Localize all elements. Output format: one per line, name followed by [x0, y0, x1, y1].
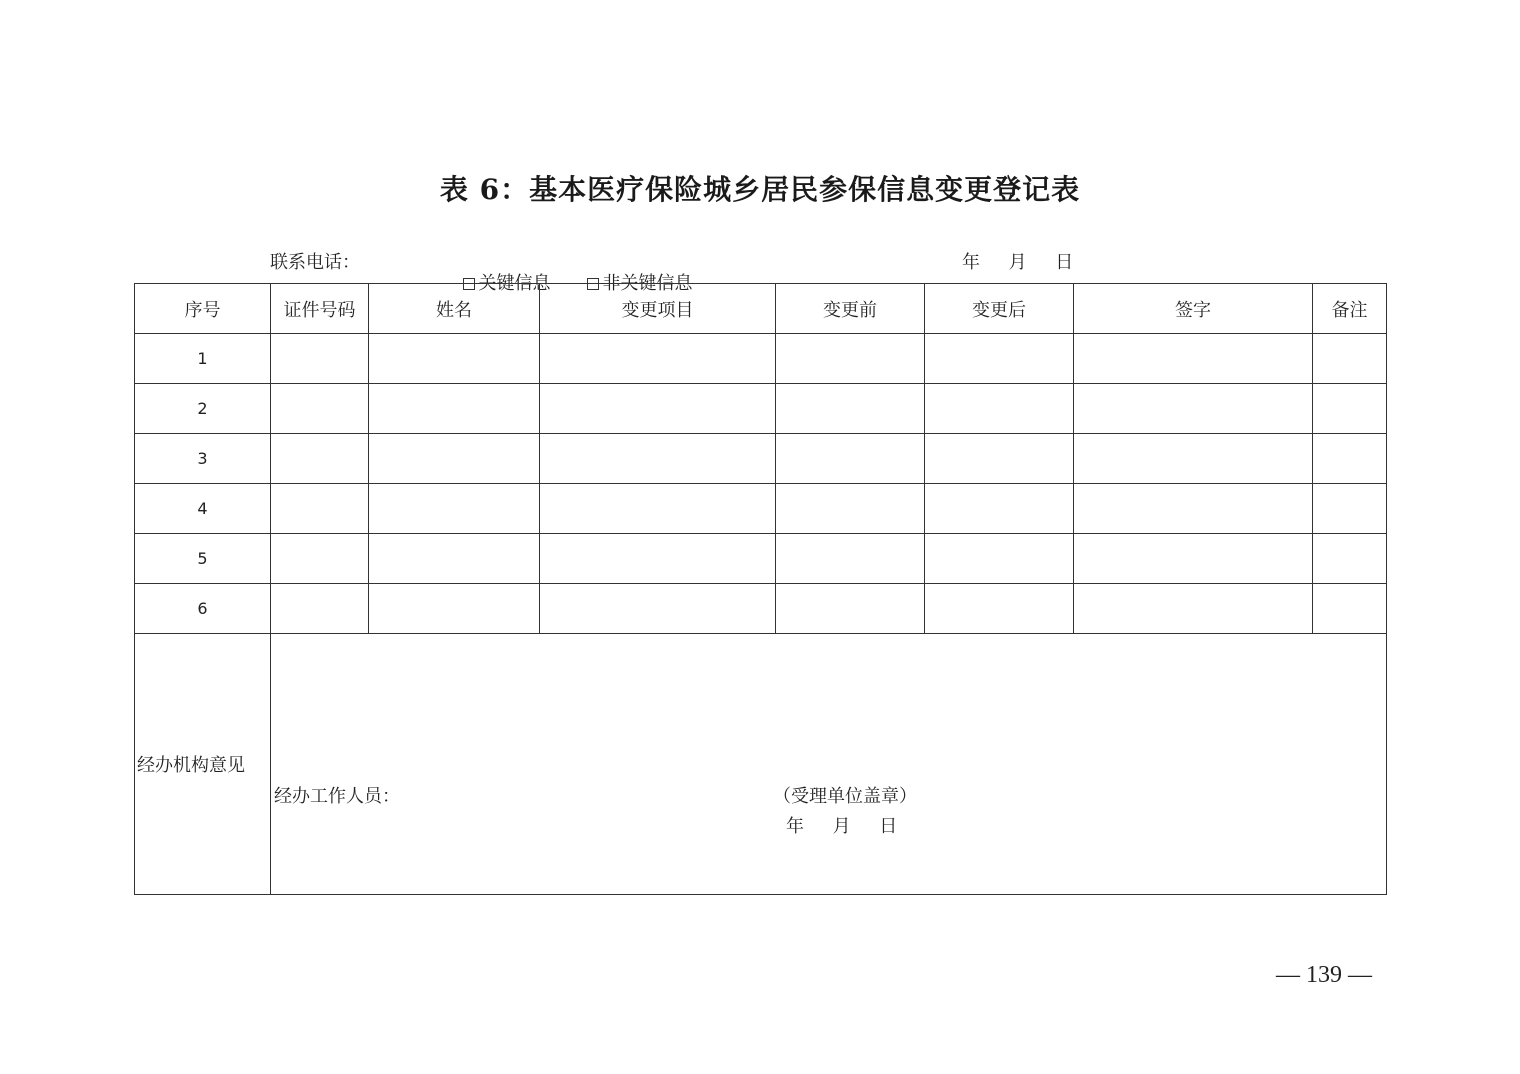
change-item-cell[interactable]	[540, 534, 776, 584]
remarks-cell[interactable]	[1313, 584, 1387, 634]
signature-cell[interactable]	[1074, 534, 1313, 584]
non-key-info-label: 非关键信息	[602, 273, 693, 294]
table-row	[135, 434, 1387, 484]
row-number: 2	[135, 384, 271, 434]
form-title: 表 6：基本医疗保险城乡居民参保信息变更登记表	[439, 173, 1081, 206]
signature-cell[interactable]	[1074, 334, 1313, 384]
row-number: 4	[135, 484, 271, 534]
row-number: 6	[135, 584, 271, 634]
signature-cell[interactable]	[1074, 484, 1313, 534]
col-header-id-number: 证件号码	[271, 284, 369, 334]
before-cell[interactable]	[776, 434, 925, 484]
col-header-change-item: 变更项目	[540, 284, 776, 334]
remarks-cell[interactable]	[1313, 434, 1387, 484]
change-item-cell[interactable]	[540, 484, 776, 534]
phone-label: 联系电话：	[270, 252, 360, 273]
name-cell[interactable]	[369, 584, 540, 634]
row-number: 3	[135, 434, 271, 484]
change-registration-table	[134, 283, 1387, 895]
name-cell[interactable]	[369, 434, 540, 484]
after-cell[interactable]	[925, 484, 1074, 534]
change-item-cell[interactable]	[540, 334, 776, 384]
after-cell[interactable]	[925, 384, 1074, 434]
col-header-name: 姓名	[369, 284, 540, 334]
change-item-cell[interactable]	[540, 584, 776, 634]
opinion-body[interactable]	[271, 634, 1387, 895]
remarks-cell[interactable]	[1313, 334, 1387, 384]
before-cell[interactable]	[776, 534, 925, 584]
table-row	[135, 484, 1387, 534]
page-number: — 139 —	[1276, 962, 1372, 988]
table-row	[135, 584, 1387, 634]
before-cell[interactable]	[776, 584, 925, 634]
after-cell[interactable]	[925, 334, 1074, 384]
staff-label: 经办工作人员：	[274, 786, 400, 807]
remarks-cell[interactable]	[1313, 484, 1387, 534]
table-row	[135, 534, 1387, 584]
header-date: 年 月 日	[962, 252, 1074, 273]
col-header-remarks: 备注	[1313, 284, 1387, 334]
id-number-cell[interactable]	[271, 334, 369, 384]
signature-cell[interactable]	[1074, 434, 1313, 484]
remarks-cell[interactable]	[1313, 384, 1387, 434]
key-info-label: 关键信息	[478, 273, 551, 294]
signature-cell[interactable]	[1074, 384, 1313, 434]
name-cell[interactable]	[369, 334, 540, 384]
before-cell[interactable]	[776, 484, 925, 534]
before-cell[interactable]	[776, 334, 925, 384]
id-number-cell[interactable]	[271, 584, 369, 634]
remarks-cell[interactable]	[1313, 534, 1387, 584]
table-row	[135, 384, 1387, 434]
header-row	[135, 284, 1387, 334]
after-cell[interactable]	[925, 534, 1074, 584]
name-cell[interactable]	[369, 534, 540, 584]
col-header-before: 变更前	[776, 284, 925, 334]
change-item-cell[interactable]	[540, 384, 776, 434]
change-item-cell[interactable]	[540, 434, 776, 484]
opinion-row	[135, 634, 1387, 895]
col-header-signature: 签字	[1074, 284, 1313, 334]
id-number-cell[interactable]	[271, 534, 369, 584]
id-number-cell[interactable]	[271, 484, 369, 534]
opinion-label: 经办机构意见	[135, 634, 271, 895]
id-number-cell[interactable]	[271, 384, 369, 434]
after-cell[interactable]	[925, 434, 1074, 484]
after-cell[interactable]	[925, 584, 1074, 634]
id-number-cell[interactable]	[271, 434, 369, 484]
col-header-seq: 序号	[135, 284, 271, 334]
col-header-after: 变更后	[925, 284, 1074, 334]
name-cell[interactable]	[369, 384, 540, 434]
name-cell[interactable]	[369, 484, 540, 534]
seal-label: （受理单位盖章）	[773, 786, 917, 807]
row-number: 1	[135, 334, 271, 384]
signature-cell[interactable]	[1074, 584, 1313, 634]
table-row	[135, 334, 1387, 384]
before-cell[interactable]	[776, 384, 925, 434]
seal-date: 年 月 日	[786, 816, 898, 837]
row-number: 5	[135, 534, 271, 584]
